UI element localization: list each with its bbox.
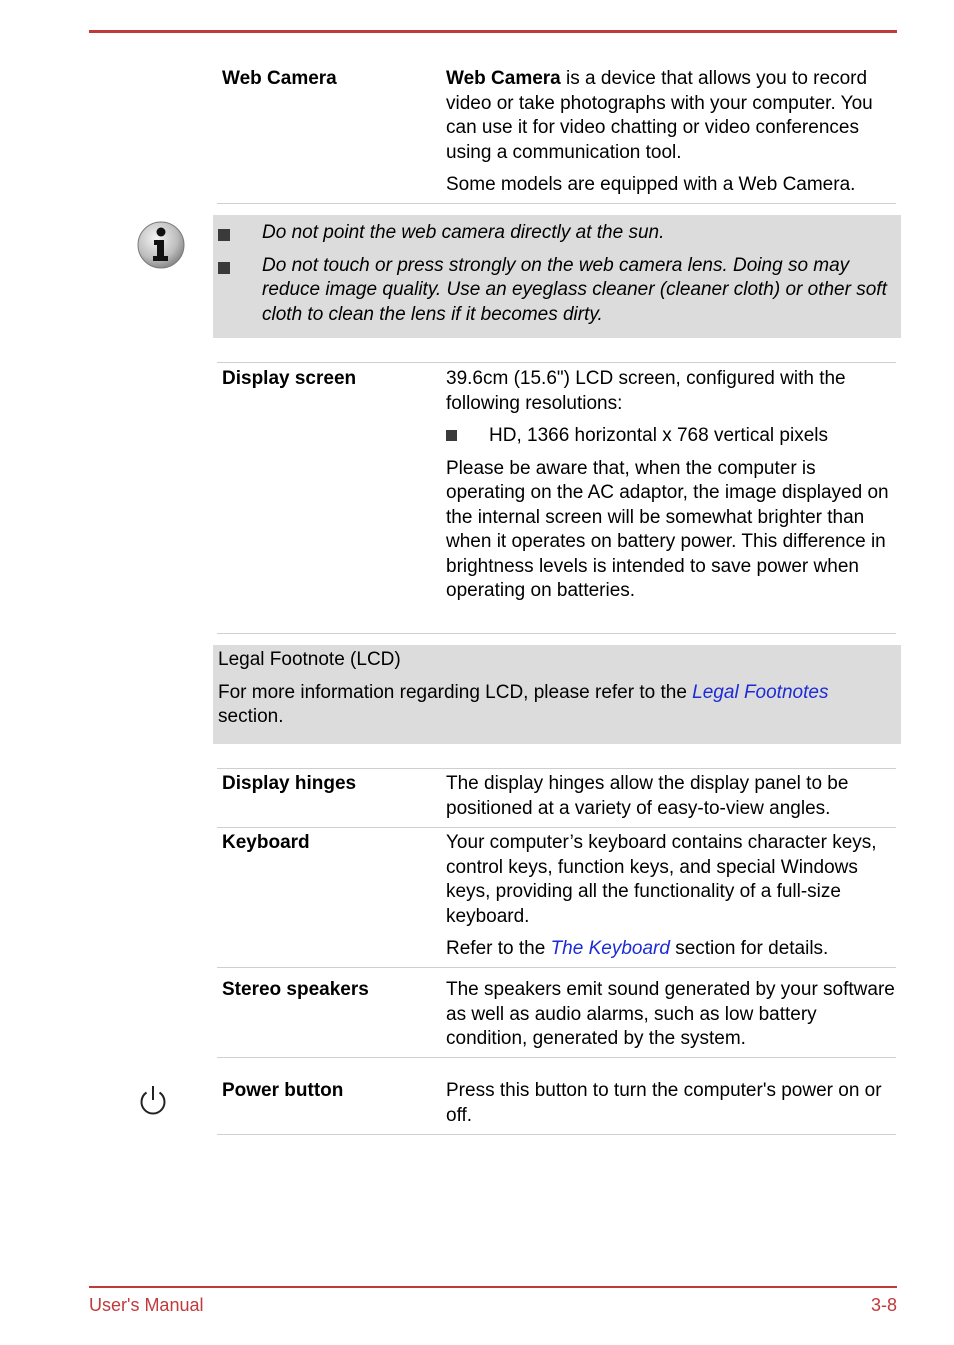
note-item: Do not point the web camera directly at the sun. — [213, 221, 901, 246]
footer-rule — [89, 1286, 897, 1288]
divider — [217, 633, 896, 634]
web-camera-term: Web Camera — [222, 68, 337, 89]
bullet-square-icon — [446, 430, 457, 441]
display-hinges-term: Display hinges — [222, 773, 357, 794]
web-camera-desc-bold: Web Camera — [446, 68, 561, 89]
header-rule — [89, 30, 897, 33]
divider — [217, 362, 896, 363]
caution-note — [213, 215, 901, 338]
power-icon — [138, 1084, 168, 1116]
divider — [217, 827, 896, 828]
divider — [217, 1057, 896, 1058]
web-camera-description — [446, 67, 896, 206]
power-button-term: Power button — [222, 1080, 344, 1101]
display-hinges-description: The display hinges allow the display panel to be positioned at a variety of easy-to-view angles. — [446, 773, 849, 819]
keyboard-description: Your computer’s keyboard contains character keys, control keys, function keys, and special Windows keys, providing all the functionality of a full-size keyboard. Refer to the The Keyboard section for details. — [446, 832, 877, 959]
divider — [217, 768, 896, 769]
legal-footnotes-link[interactable]: Legal Footnotes — [692, 681, 829, 703]
power-button-description: Press this button to turn the computer's power on or off. — [446, 1080, 882, 1126]
bullet-square-icon — [218, 229, 230, 241]
divider — [217, 967, 896, 968]
keyboard-term: Keyboard — [222, 832, 310, 853]
note-item: Do not touch or press strongly on the web camera lens. Doing so may reduce image quality. Use an eyeglass cleaner (cleaner cloth) or other soft cloth to clean the lens if it becomes dirty. — [213, 254, 901, 328]
legal-footnote-text: For more information regarding LCD, please refer to the Legal Footnotes section. — [218, 681, 829, 727]
legal-footnote-title: Legal Footnote (LCD) — [218, 649, 401, 670]
stereo-speakers-description: The speakers emit sound generated by your software as well as audio alarms, such as low battery condition, generated by the system. — [446, 979, 895, 1049]
divider — [217, 203, 896, 204]
display-screen-term: Display screen — [222, 368, 357, 389]
info-icon — [136, 220, 186, 270]
web-camera-desc-note: Some models are equipped with a Web Camera. — [446, 174, 856, 195]
resolution-item: HD, 1366 horizontal x 768 vertical pixels — [446, 424, 896, 449]
web-camera-desc-text: is a device that allows you to record video or take photographs with your computer. You can use it for video chatting or video conferences using a communication tool. — [446, 68, 873, 163]
page-number: 3-8 — [870, 1295, 897, 1315]
footer-title: User's Manual — [89, 1295, 204, 1315]
divider — [217, 1134, 896, 1135]
bullet-square-icon — [218, 262, 230, 274]
legal-footnote-note — [213, 645, 901, 744]
the-keyboard-link[interactable]: The Keyboard — [550, 938, 670, 959]
display-screen-description: 39.6cm (15.6") LCD screen, configured with the following resolutions: HD, 1366 horizontal x 768 vertical pixels Please be aware that, when the computer is operating on the AC adaptor, the image displayed on the internal screen will be somewhat brighter than when it operates on battery power. This difference in brightness levels is intended to save power when operating on batteries. — [446, 367, 896, 612]
stereo-speakers-term: Stereo speakers — [222, 979, 369, 1000]
